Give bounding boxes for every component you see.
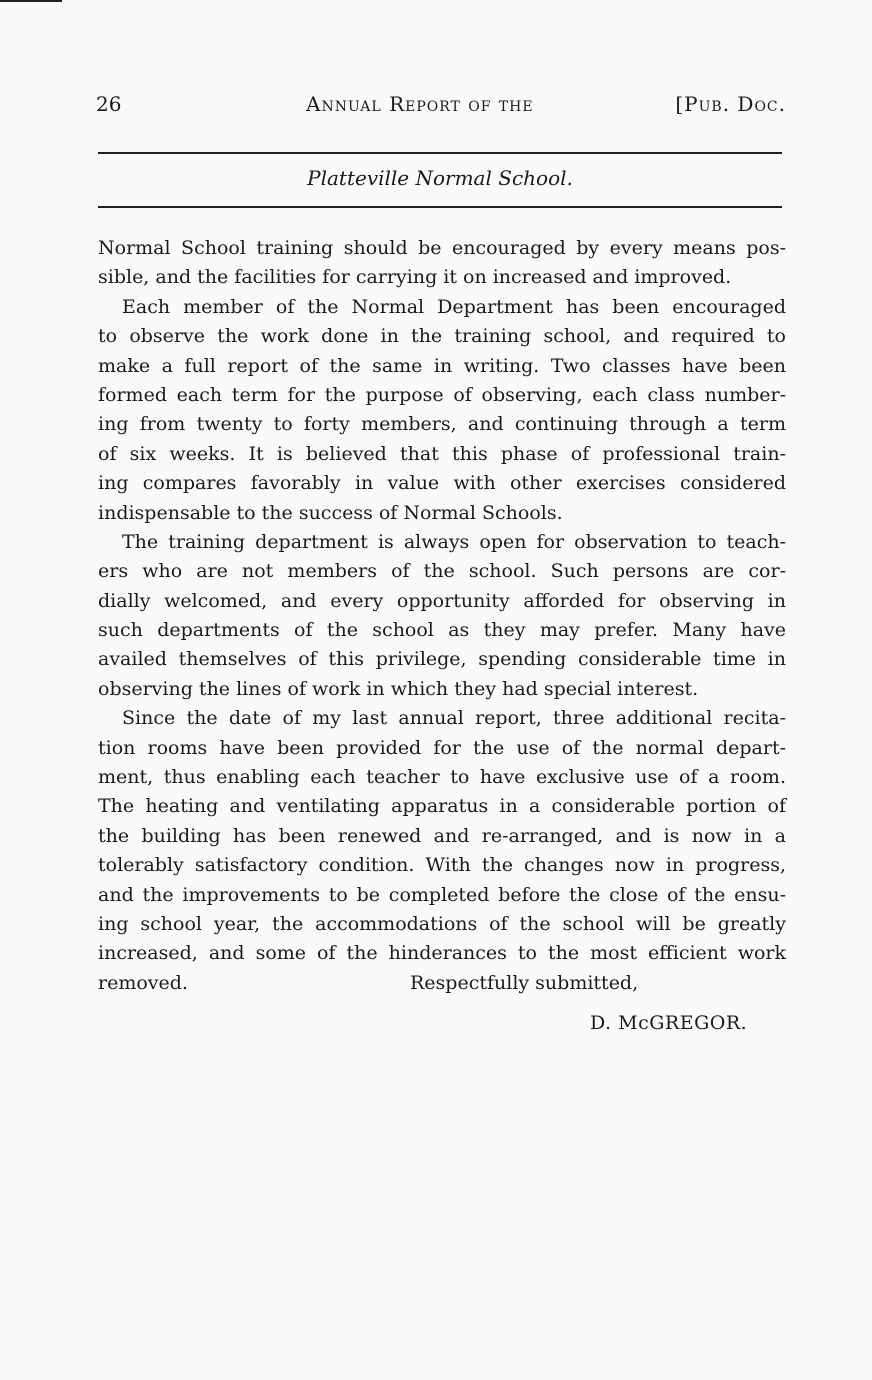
section-subheading: Platteville Normal School. bbox=[307, 166, 573, 190]
text-line: The heating and ventilating apparatus in a considerable portion of bbox=[98, 795, 786, 818]
text-line: ing school year, the accommodations of the school will be greatly bbox=[98, 912, 786, 935]
signature: D. McGREGOR. bbox=[590, 1012, 748, 1034]
top-edge-rule bbox=[0, 0, 62, 2]
paragraph bbox=[98, 528, 786, 704]
text-line: the building has been renewed and re-arranged, and is now in a bbox=[98, 824, 786, 847]
text-line: observing the lines of work in which they had special interest. bbox=[98, 677, 699, 700]
text-line: of six weeks. It is believed that this phase of professional train- bbox=[98, 442, 786, 465]
closing-line bbox=[98, 969, 786, 998]
running-header bbox=[96, 92, 786, 122]
text-line: make a full report of the same in writing. Two classes have been bbox=[98, 354, 786, 377]
paragraph bbox=[98, 293, 786, 528]
text-line: Normal School training should be encouraged by every means pos- bbox=[98, 237, 786, 259]
text-line: and the improvements to be completed before the close of the ensu- bbox=[98, 883, 786, 906]
text-line: The training department is always open for observation to teach- bbox=[122, 530, 786, 553]
running-title: Annual Report of the bbox=[306, 92, 534, 116]
text-line: indispensable to the success of Normal Schools. bbox=[98, 501, 563, 524]
text-line: availed themselves of this privilege, spending considerable time in bbox=[98, 648, 786, 671]
text-line: increased, and some of the hinderances to the most efficient work bbox=[98, 942, 786, 965]
text-line: formed each term for the purpose of observing, each class number- bbox=[98, 383, 786, 406]
text-line: Each member of the Normal Department has been encouraged bbox=[122, 295, 786, 318]
page-number: 26 bbox=[96, 92, 122, 116]
header-rule-top bbox=[98, 152, 782, 154]
text-line: to observe the work done in the training school, and required to bbox=[98, 325, 786, 348]
text-line: ing from twenty to forty members, and continuing through a term bbox=[98, 413, 786, 436]
paragraph bbox=[98, 234, 786, 293]
text-line: ers who are not members of the school. Such persons are cor- bbox=[98, 560, 786, 583]
text-line: such departments of the school as they may prefer. Many have bbox=[98, 619, 786, 642]
text-line: tolerably satisfactory condition. With the changes now in progress, bbox=[98, 854, 786, 877]
text-line: ment, thus enabling each teacher to have exclusive use of a room. bbox=[98, 766, 786, 789]
text-line: sible, and the facilities for carrying it on increased and improved. bbox=[98, 266, 732, 289]
header-rule-bottom bbox=[98, 206, 782, 208]
text-line: ing compares favorably in value with other exercises considered bbox=[98, 472, 786, 495]
paragraph bbox=[98, 704, 786, 998]
document-label: [Pub. Doc. bbox=[675, 92, 786, 116]
text-line: Since the date of my last annual report, three additional recita- bbox=[122, 707, 786, 730]
final-word: removed. bbox=[98, 971, 188, 994]
text-line: dially welcomed, and every opportunity afforded for observing in bbox=[98, 589, 786, 612]
salutation: Respectfully submitted, bbox=[410, 971, 639, 994]
body-text bbox=[98, 234, 786, 998]
text-line: tion rooms have been provided for the use of the normal depart- bbox=[98, 736, 786, 759]
